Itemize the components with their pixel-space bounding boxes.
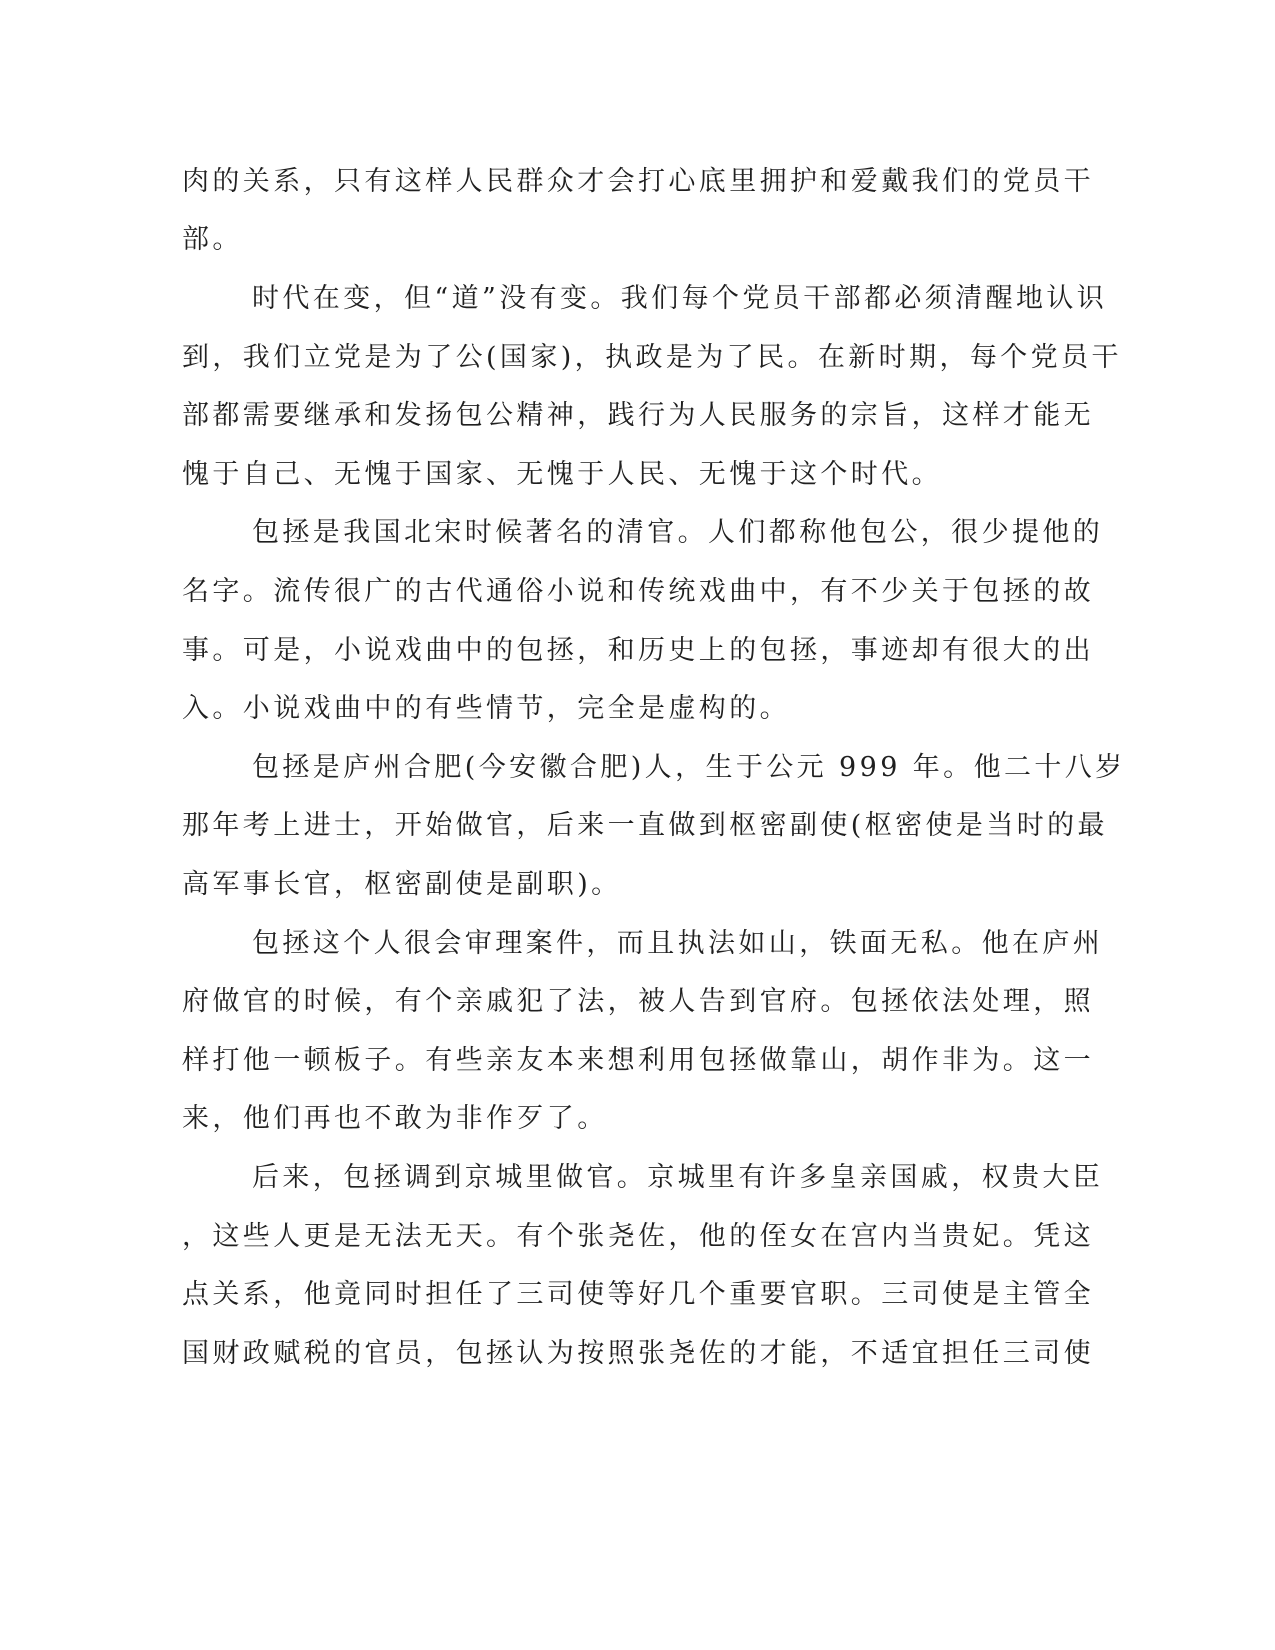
paragraph-first-line: 包拯是庐州合肥(今安徽合肥)人，生于公元 999 年。他二十八岁 [252, 752, 1126, 783]
text-line: 样打他一顿板子。有些亲友本来想利用包拯做靠山，胡作非为。这一 [182, 1045, 1094, 1076]
text-line: 到，我们立党是为了公(国家)，执政是为了民。在新时期，每个党员干 [182, 342, 1122, 373]
text-line: 高军事长官，枢密副使是副职)。 [182, 869, 622, 900]
text-line: 部都需要继承和发扬包公精神，践行为人民服务的宗旨，这样才能无 [182, 400, 1094, 431]
text-line: 府做官的时候，有个亲戚犯了法，被人告到官府。包拯依法处理，照 [182, 986, 1094, 1017]
text-line: 那年考上进士，开始做官，后来一直做到枢密副使(枢密使是当时的最 [182, 810, 1108, 841]
text-line: 肉的关系，只有这样人民群众才会打心底里拥护和爱戴我们的党员干 [182, 166, 1094, 197]
text-line: 名字。流传很广的古代通俗小说和传统戏曲中，有不少关于包拯的故 [182, 576, 1094, 607]
text-line: 来，他们再也不敢为非作歹了。 [182, 1103, 608, 1134]
text-line: 国财政赋税的官员，包拯认为按照张尧佐的才能，不适宜担任三司使 [182, 1338, 1094, 1369]
paragraph-first-line: 时代在变，但“道”没有变。我们每个党员干部都必须清醒地认识 [252, 283, 1108, 314]
text-line: 入。小说戏曲中的有些情节，完全是虚构的。 [182, 693, 790, 724]
paragraph-first-line: 包拯这个人很会审理案件，而且执法如山，铁面无私。他在庐州 [252, 928, 1104, 959]
text-line: 部。 [182, 224, 243, 255]
text-line: ，这些人更是无法无天。有个张尧佐，他的侄女在宫内当贵妃。凭这 [182, 1221, 1094, 1252]
text-line: 事。可是，小说戏曲中的包拯，和历史上的包拯，事迹却有很大的出 [182, 635, 1094, 666]
paragraph-first-line: 包拯是我国北宋时候著名的清官。人们都称他包公，很少提他的 [252, 517, 1104, 548]
paragraph-first-line: 后来，包拯调到京城里做官。京城里有许多皇亲国戚，权贵大臣 [252, 1162, 1104, 1193]
text-line: 点关系，他竟同时担任了三司使等好几个重要官职。三司使是主管全 [182, 1279, 1094, 1310]
text-line: 愧于自己、无愧于国家、无愧于人民、无愧于这个时代。 [182, 459, 942, 490]
